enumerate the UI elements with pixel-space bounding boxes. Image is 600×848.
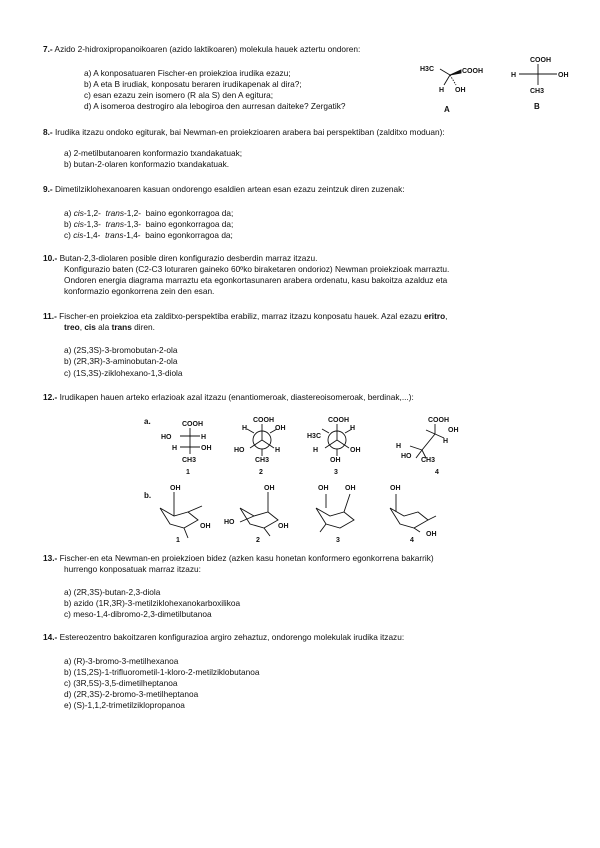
q13-item-a: a) (2R,3S)-butan-2,3-diola	[64, 587, 161, 597]
q14-item-e: e) (S)-1,1,2-trimetilziklopropanoa	[64, 700, 185, 710]
q14-item-b: b) (1S,2S)-1-trifluorometil-1-kloro-2-metilziklobutanoa	[64, 667, 260, 677]
q9-item-a	[64, 208, 233, 218]
q12-a1-ho: HO	[161, 434, 172, 441]
q12-b3-oh-left: OH	[318, 485, 329, 492]
q12-a3-oh-right: OH	[350, 447, 361, 454]
q14-text: Estereozentro bakoitzaren konfigurazioa argiro zehaztuz, ondorengo molekulak irudika itzazu:	[59, 632, 405, 642]
q8-text: Irudika itzazu ondoko egiturak, bai Newman-en proiekzioaren arabera bai perspektiban (zalditxo moduan):	[55, 127, 445, 137]
q12-a2-h-left: H	[242, 425, 248, 432]
q12-a3-h-left: H	[313, 447, 319, 454]
q11-trans: trans	[111, 322, 132, 332]
q10-line-2: Konfigurazio baten (C2-C3 loturaren gaineko 60ºko biraketaren ondorioz) Newman proiekzioak marraztu.	[64, 264, 450, 274]
q11-diren: diren.	[134, 322, 155, 332]
q12-row-a-label: a.	[144, 417, 151, 426]
q12-b2-ho: HO	[224, 519, 235, 526]
q12-a4-oh-top: OH	[448, 427, 459, 434]
q12-b1-oh-bottom: OH	[200, 523, 211, 530]
q12-text: Irudikapen hauen arteko erlazioak azal itzazu (enantiomeroak, diastereoisomeroak, berdinak,...):	[59, 392, 414, 402]
q9-item-c-prefix: c)	[64, 230, 71, 240]
q13-text: Fischer-en eta Newman-en proiekzioen bidez (azken kasu honetan konformero egonkorrena bakarrik)	[59, 553, 434, 563]
q13-item-c: c) meso-1,4-dibromo-2,3-dimetilbutanoa	[64, 609, 212, 619]
q9-item-b-prefix: b)	[64, 219, 72, 229]
q9-item-b-cis-loc: -1,3-	[83, 219, 101, 229]
fig-a-h: H	[439, 87, 445, 94]
q12-a3-h3c: H3C	[307, 433, 322, 440]
q10-text-1: Butan-2,3-diolaren posible diren konfigurazio desberdin marraz itzazu.	[59, 253, 318, 263]
q12-a1-h-bottom: H	[172, 445, 178, 452]
q9-item-b-trans: trans	[105, 219, 124, 229]
q12-figure	[140, 412, 470, 542]
q11-line-1	[43, 311, 447, 321]
q8-item-a: a) 2-metilbutanoaren konformazio txandakatuak;	[64, 148, 243, 158]
q14-item-a: a) (R)-3-bromo-3-metilhexanoa	[64, 656, 179, 666]
q9-item-a-cis: cis	[73, 208, 84, 218]
q12-a2-cooh: COOH	[253, 417, 274, 424]
q9-text: Dimetilziklohexanoaren kasuan ondorengo esaldien artean esan ezazu zeintzuk diren zuzenak:	[55, 184, 405, 194]
q12-b4-chair	[390, 485, 437, 544]
q12-a2-newman	[234, 417, 286, 476]
q14-heading	[43, 632, 404, 642]
q9-item-a-cis-loc: -1,2-	[83, 208, 101, 218]
q14-item-d: d) (2R,3S)-2-bromo-3-metilheptanoa	[64, 689, 199, 699]
q12-b1-number: 1	[176, 537, 180, 544]
q12-a4-ch3: CH3	[421, 457, 436, 464]
q12-heading	[43, 392, 414, 402]
q8-number: 8.-	[43, 127, 53, 137]
q12-b1-oh-top: OH	[170, 485, 181, 492]
q12-number: 12.-	[43, 392, 58, 402]
q12-a3-cooh: COOH	[328, 417, 349, 424]
fig-a-oh: OH	[455, 87, 466, 94]
q9-item-a-prefix: a)	[64, 208, 72, 218]
q9-item-c-cis-loc: -1,4-	[83, 230, 101, 240]
q13-line-1	[43, 553, 434, 563]
q12-a3-oh-bottom: OH	[330, 457, 341, 464]
q9-item-c-trans-loc: -1,4-	[123, 230, 141, 240]
q12-a1-fischer	[161, 421, 212, 476]
q9-item-a-trans-loc: -1,2-	[123, 208, 142, 218]
q12-a2-ch3: CH3	[255, 457, 270, 464]
q7-item-a: a) A konposatuaren Fischer-en proiekzioa irudika ezazu;	[84, 68, 291, 78]
q12-b4-number: 4	[410, 537, 414, 544]
q11-ala: ala	[98, 322, 110, 332]
q9-item-c	[64, 230, 233, 240]
q12-b2-oh-bottom: OH	[278, 523, 289, 530]
fig-b-label: B	[534, 102, 540, 111]
q7-text: Azido 2-hidroxipropanoikoaren (azido laktikoaren) molekula hauek aztertu ondoren:	[54, 44, 361, 54]
q12-b2-number: 2	[256, 537, 260, 544]
q12-a1-cooh: COOH	[182, 421, 203, 428]
q12-a4-cooh: COOH	[428, 417, 449, 424]
q9-item-b	[64, 219, 233, 229]
fig-a-h3c: H3C	[420, 66, 435, 73]
q9-item-b-cis: cis	[73, 219, 84, 229]
q11-number: 11.-	[43, 311, 57, 321]
q12-b2-oh-top: OH	[264, 485, 275, 492]
q7-figure-b	[508, 54, 568, 118]
q10-line-4: konformazio egonkorrena zein den esan.	[64, 286, 215, 296]
q9-number: 9.-	[43, 184, 53, 194]
q10-line-1	[43, 253, 317, 263]
fig-b-h: H	[511, 72, 517, 79]
q11-comma: ,	[445, 311, 448, 321]
q11-item-c: c) (1S,3S)-ziklohexano-1,3-diola	[64, 368, 183, 378]
q12-a2-h-right: H	[275, 447, 281, 454]
q7-item-b: b) A eta B irudiak, konposatu beraren irudikapenak al dira?;	[84, 79, 302, 89]
q13-line-2: hurrengo konposatuak marraz itzazu:	[64, 564, 201, 574]
q7-item-c: c) esan ezazu zein isomero (R ala S) den A egitura;	[84, 90, 274, 100]
q12-a4-sawhorse	[396, 417, 459, 476]
q14-item-c: c) (3R,5S)-3,5-dimetilheptanoa	[64, 678, 178, 688]
q8-item-b: b) butan-2-olaren konformazio txandakatuak.	[64, 159, 230, 169]
fig-b-ch3: CH3	[530, 88, 545, 95]
q11-comma-2: ,	[79, 322, 82, 332]
q12-a3-number: 3	[334, 469, 338, 476]
q13-item-b: b) azido (1R,3R)-3-metilziklohexanokarboxilikoa	[64, 598, 241, 608]
q9-item-c-rest: baino egonkorragoa da;	[145, 230, 233, 240]
q11-treo: treo	[64, 322, 80, 332]
q9-item-c-cis: cis	[73, 230, 84, 240]
q12-row-b-label: b.	[144, 491, 152, 500]
q11-item-a: a) (2S,3S)-3-bromobutan-2-ola	[64, 345, 178, 355]
fig-b-cooh: COOH	[530, 57, 551, 64]
q7-figure-a	[420, 56, 490, 118]
q11-text-1: Fischer-en proiekzioa eta zalditxo-perspektiba erabiliz, marraz itzazu konposatu hauek. Azal ezazu	[59, 311, 422, 321]
q7-item-d: d) A isomeroa destrogiro ala lebogiroa den aurresan daiteke? Zergatik?	[84, 101, 346, 111]
q12-a2-ho: HO	[234, 447, 245, 454]
q12-b3-number: 3	[336, 537, 340, 544]
q7-heading	[43, 44, 360, 54]
q9-heading	[43, 184, 405, 194]
q12-b3-chair	[316, 485, 356, 544]
q11-eritro: eritro	[423, 311, 446, 321]
q12-a2-number: 2	[259, 469, 263, 476]
q12-b1-chair	[160, 485, 211, 544]
q11-cis: cis	[84, 322, 96, 332]
q12-b4-oh-top: OH	[390, 485, 401, 492]
q12-a4-h-top: H	[443, 438, 449, 445]
q9-item-b-rest: baino egonkorragoa da;	[145, 219, 234, 229]
q12-b4-oh-bottom: OH	[426, 531, 437, 538]
q12-b2-chair	[224, 485, 289, 544]
q12-a3-newman	[307, 417, 361, 476]
q12-a1-number: 1	[186, 469, 190, 476]
q12-a4-h-bottom: H	[396, 443, 402, 450]
q9-item-c-trans: trans	[105, 230, 124, 240]
fig-a-cooh: COOH	[462, 68, 483, 75]
q13-number: 13.-	[43, 553, 58, 563]
q9-item-b-trans-loc: -1,3-	[123, 219, 142, 229]
q7-number: 7.-	[43, 44, 53, 54]
q12-a4-number: 4	[435, 469, 439, 476]
fig-a-label: A	[444, 105, 450, 114]
q12-a1-ch3: CH3	[182, 457, 197, 464]
q12-a2-oh: OH	[275, 425, 286, 432]
q12-a4-ho: HO	[401, 453, 412, 460]
q12-a3-h-top: H	[350, 425, 356, 432]
q14-number: 14.-	[43, 632, 58, 642]
q12-b3-oh-right: OH	[345, 485, 356, 492]
q9-item-a-rest: baino egonkorragoa da;	[145, 208, 234, 218]
q11-line-2	[64, 322, 155, 332]
q11-item-b: b) (2R,3R)-3-aminobutan-2-ola	[64, 356, 178, 366]
q12-a1-h-top: H	[201, 434, 207, 441]
q10-line-3: Ondoren energia diagrama marraztu eta egonkortasunaren arabera ordenatu, kasu bakoitza azalduz eta	[64, 275, 448, 285]
q10-number: 10.-	[43, 253, 58, 263]
q9-item-a-trans: trans	[105, 208, 124, 218]
fig-b-oh: OH	[558, 72, 569, 79]
q12-a1-oh: OH	[201, 445, 212, 452]
q8-heading	[43, 127, 445, 137]
